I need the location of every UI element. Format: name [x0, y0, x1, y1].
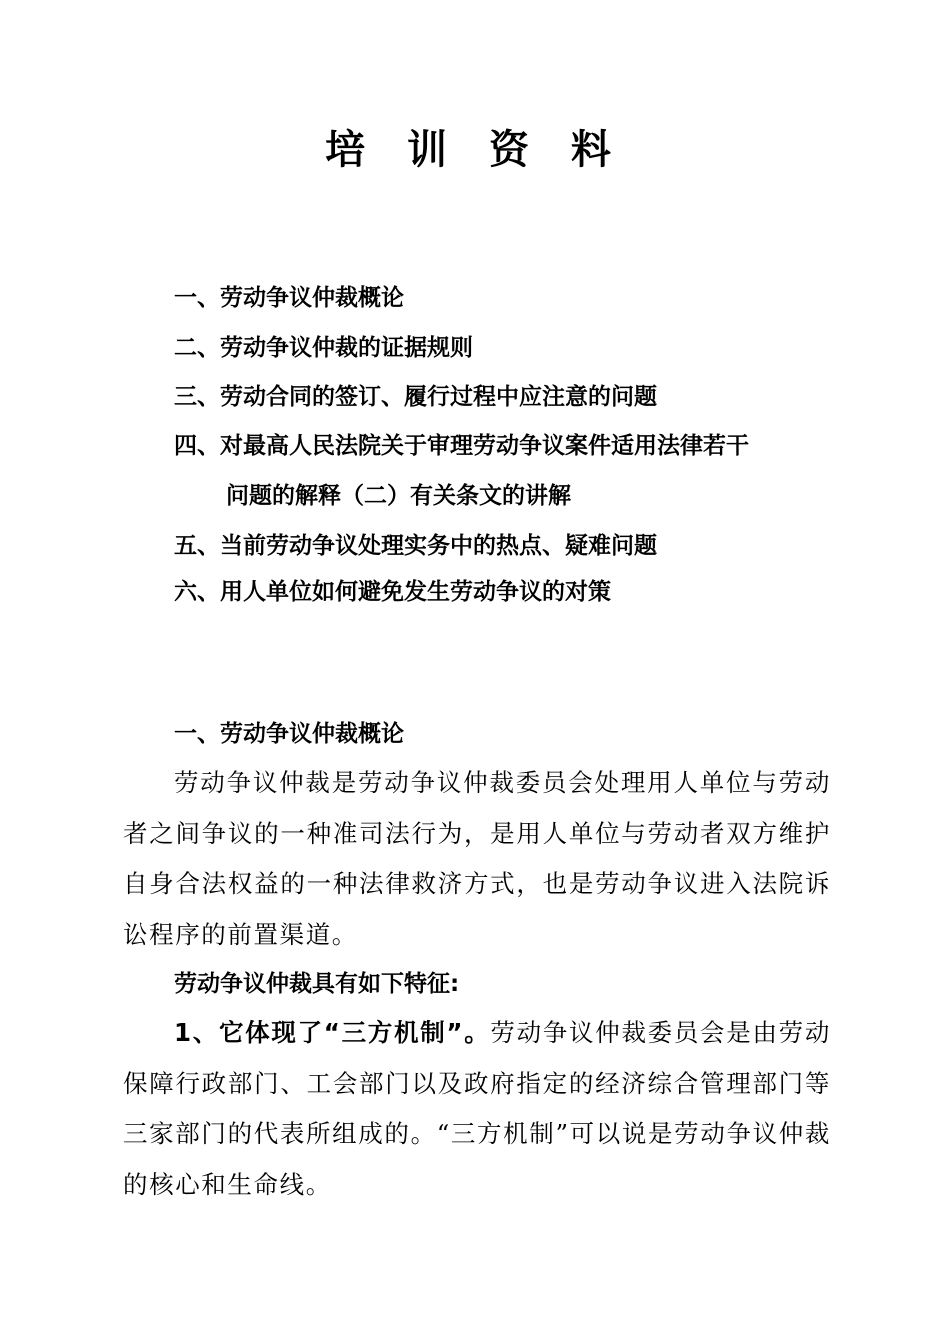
features-heading: 劳动争议仲裁具有如下特征:: [174, 971, 460, 997]
toc-item-5: 五、当前劳动争议处理实务中的热点、疑难问题: [174, 533, 657, 559]
document-title: 培 训 资 料: [325, 126, 625, 173]
feature-1-lead: 1、它体现了“三方机制”。: [174, 1018, 491, 1047]
toc-item-4: 四、对最高人民法院关于审理劳动争议案件适用法律若干: [174, 433, 749, 459]
toc-item-4-continued: 问题的解释（二）有关条文的讲解: [226, 483, 571, 509]
feature-1-body: 劳动争议仲裁委员会是由劳动保障行政部门、工会部门以及政府指定的经济综合管理部门等三家部门的代表所组成的。“三方机制”可以说是劳动争议仲裁的核心和生命线。: [123, 1018, 831, 1199]
toc-item-6: 六、用人单位如何避免发生劳动争议的对策: [174, 579, 611, 605]
toc-item-2: 二、劳动争议仲裁的证据规则: [174, 335, 473, 361]
toc-item-1: 一、劳动争议仲裁概论: [174, 285, 404, 311]
intro-paragraph: 劳动争议仲裁是劳动争议仲裁委员会处理用人单位与劳动者之间争议的一种准司法行为，是用人单位与劳动者双方维护自身合法权益的一种法律救济方式，也是劳动争议进入法院诉讼程序的前置渠道。: [123, 768, 831, 949]
toc-item-3: 三、劳动合同的签订、履行过程中应注意的问题: [174, 384, 657, 410]
feature-1-paragraph: [123, 1008, 831, 1210]
section-heading: 一、劳动争议仲裁概论: [174, 721, 404, 747]
